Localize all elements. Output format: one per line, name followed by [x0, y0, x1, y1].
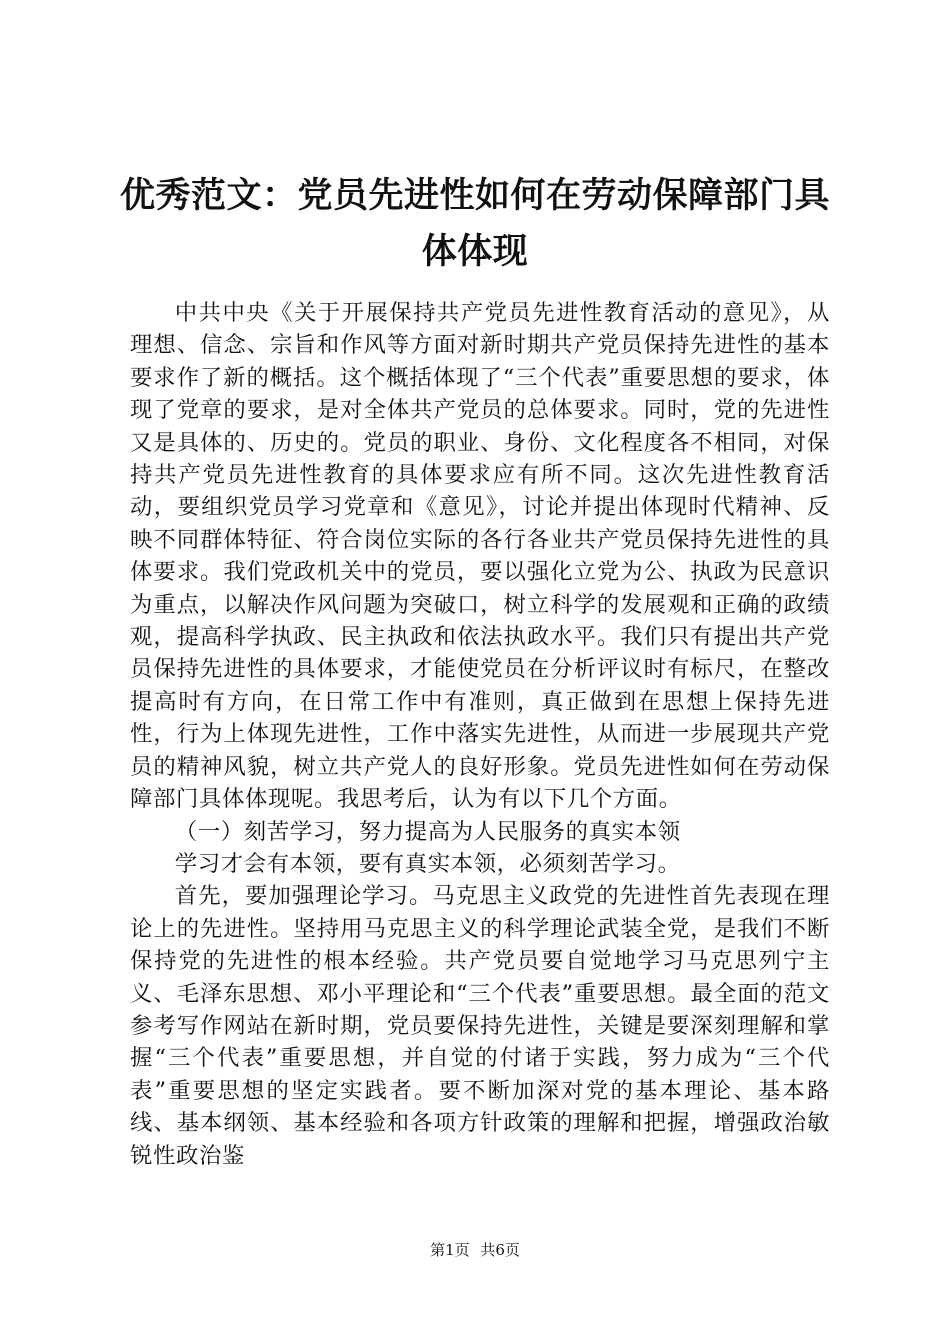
page-number: 第1页 [430, 1241, 470, 1259]
title-line-1: 优秀范文：党员先进性如何在劳动保障部门具 [120, 176, 831, 216]
page-total: 共6页 [480, 1241, 520, 1259]
section-heading-1: （一）刻苦学习，努力提高为人民服务的真实本领 [174, 818, 681, 845]
paragraph-study: 学习才会有本领，要有真实本领，必须刻苦学习。 [174, 850, 681, 877]
paragraph-theory: 首先，要加强理论学习。马克思主义政党的先进性首先表现在理论上的先进性。坚持用马克思主义的科学理论武装全党，是我们不断保持党的先进性的根本经验。共产党员要自觉地学习马克思列宁主义、毛泽东思想、邓小平理论和“三个代表”重要思想。最全面的范文参考写作网站在新时期，党员要保持先进性，关键是要深刻理解和掌握“三个代表”重要思想，并自觉的付诸于实践，努力成为“三个代表”重要思想的坚定实践者。要不断加深对党的基本理论、基本路线、基本纲领、基本经验和各项方针政策的理解和把握，增强政治敏锐性政治鉴 [130, 883, 830, 1169]
document-body [130, 297, 830, 1172]
document-title [120, 168, 830, 280]
paragraph-intro: 中共中央《关于开展保持共产党员先进性教育活动的意见》，从理想、信念、宗旨和作风等方面对新时期共产党员保持先进性的基本要求作了新的概括。这个概括体现了“三个代表”重要思想的要求，体现了党章的要求，是对全体共产党员的总体要求。同时，党的先进性又是具体的、历史的。党员的职业、身份、文化程度各不相同，对保持共产党员先进性教育的具体要求应有所不同。这次先进性教育活动，要组织党员学习党章和《意见》，讨论并提出体现时代精神、反映不同群体特征、符合岗位实际的各行各业共产党员保持先进性的具体要求。我们党政机关中的党员，要以强化立党为公、执政为民意识为重点，以解决作风问题为突破口，树立科学的发展观和正确的政绩观，提高科学执政、民主执政和依法执政水平。我们只有提出共产党员保持先进性的具体要求，才能使党员在分析评议时有标尺，在整改提高时有方向，在日常工作中有准则，真正做到在思想上保持先进性，行为上体现先进性，工作中落实先进性，从而进一步展现共产党员的精神风貌，树立共产党人的良好形象。党员先进性如何在劳动保障部门具体体现呢。我思考后，认为有以下几个方面。 [130, 300, 830, 813]
title-line-2: 体体现 [421, 232, 529, 272]
page-footer [0, 1240, 950, 1260]
